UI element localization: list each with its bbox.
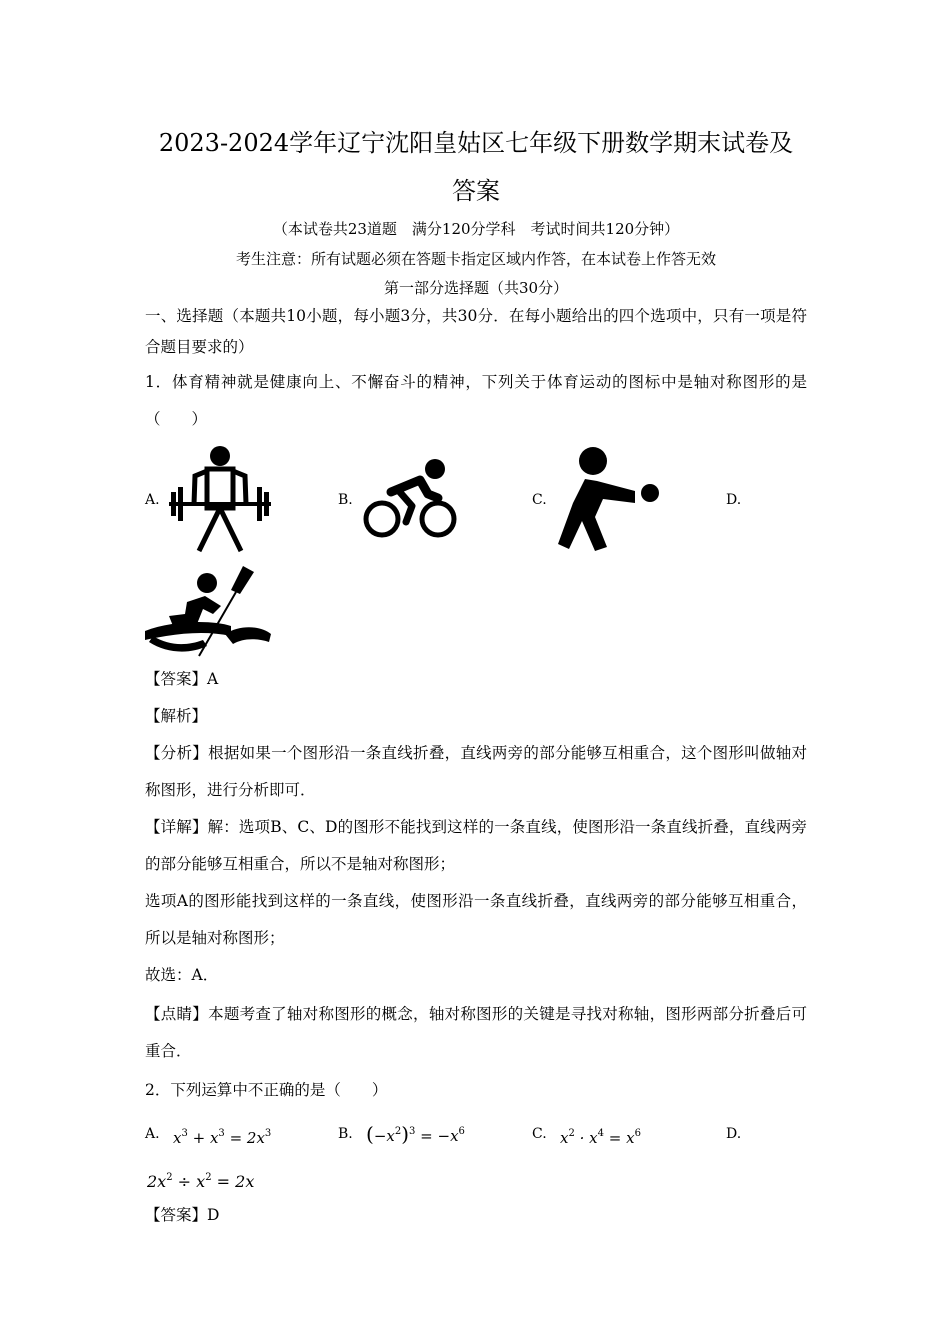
volleyball-icon: [555, 443, 659, 555]
exam-info: （本试卷共23道题 满分120分学科 考试时间共120分钟）: [272, 220, 680, 238]
q1-choice: 故选：A．: [145, 966, 219, 984]
q2-option-a-label: A.: [145, 1126, 160, 1142]
q2-option-d-label: D.: [726, 1126, 742, 1142]
part-heading: 第一部分选择题（共30分）: [383, 279, 569, 297]
q1-option-d-label: D.: [726, 492, 742, 508]
exam-notice: 考生注意：所有试题必须在答题卡指定区域内作答，在本试卷上作答无效: [235, 250, 716, 268]
q1-stem: 1．体育精神就是健康向上、不懈奋斗的精神，下列关于体育运动的图标中是轴对称图形的是（ ）: [145, 373, 807, 428]
q2-stem: 2．下列运算中不正确的是（ ）: [145, 1081, 388, 1099]
section-heading: 一、选择题（本题共10小题，每小题3分，共30分．在每小题给出的四个选项中，只有一项是符合题目要求的）: [145, 307, 807, 356]
q1-option-b-label: B.: [338, 492, 353, 508]
q1-dianjing: 【点睛】本题考查了轴对称图形的概念，轴对称图形的关键是寻找对称轴，图形两部分折叠后可重合．: [145, 1005, 807, 1060]
q2-option-d-formula: $2x^2 \div x^2 = 2x$: [147, 1172, 255, 1191]
q2-option-c-label: C.: [532, 1126, 547, 1142]
q1-xiangjie-2: 选项A的图形能找到这样的一条直线，使图形沿一条直线折叠，直线两旁的部分能够互相重合，所以是轴对称图形；: [145, 892, 807, 947]
q2-option-b-label: B.: [338, 1126, 353, 1142]
q1-option-a-label: A.: [145, 492, 160, 508]
q1-analysis-heading: 【解析】: [145, 707, 208, 725]
cycling-icon: [362, 458, 460, 542]
q2-option-b-formula: $(-x^2)^3 = -x^6$: [366, 1122, 465, 1146]
q1-option-c-label: C.: [532, 492, 547, 508]
q1-answer: 【答案】A: [145, 670, 219, 688]
doc-title-line1: 2023-2024学年辽宁沈阳皇姑区七年级下册数学期末试卷及: [158, 129, 794, 157]
q1-fenxi: 【分析】根据如果一个图形沿一条直线折叠，直线两旁的部分能够互相重合，这个图形叫做轴对称图形，进行分析即可．: [145, 744, 807, 799]
q2-option-c-formula: $x^2 \cdot x^4 = x^6$: [560, 1128, 641, 1147]
q2-option-a-formula: $x^3 + x^3 = 2x^3$: [173, 1128, 272, 1147]
q2-answer: 【答案】D: [145, 1206, 220, 1224]
doc-title-line2: 答案: [452, 177, 500, 205]
weightlifting-icon: [165, 443, 275, 555]
q1-xiangjie: 【详解】解：选项B、C、D的图形不能找到这样的一条直线，使图形沿一条直线折叠，直线两旁的部分能够互相重合，所以不是轴对称图形；: [145, 818, 807, 873]
kayaking-icon: [143, 562, 273, 660]
